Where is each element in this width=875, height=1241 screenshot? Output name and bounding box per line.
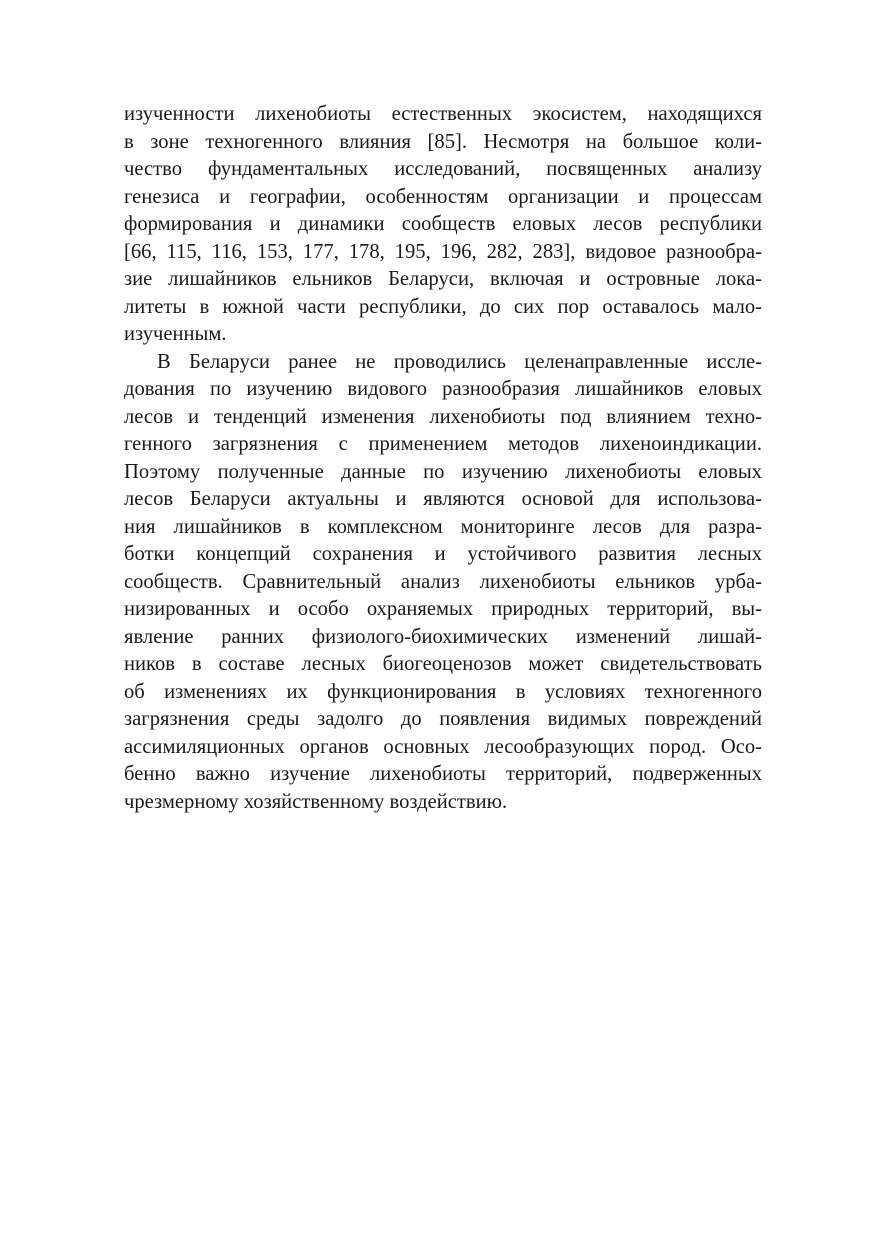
text-line: генезиса и географии, особенностям организации и процессам [124, 185, 762, 208]
text-line: чество фундаментальных исследований, посвященных анализу [124, 158, 762, 180]
text-line: ассимиляционных органов основных лесообразующих пород. Осо- [124, 735, 762, 758]
text-line: литеты в южной части республики, до сих пор оставалось мало- [124, 295, 762, 318]
text-line: В Беларуси ранее не проводились целенаправленные иссле- [157, 350, 762, 373]
text-line: лесов и тенденций изменения лихенобиоты под влиянием техно- [124, 405, 762, 428]
text-line: бенно важно изучение лихенобиоты территорий, подверженных [124, 763, 762, 785]
text-line: ния лишайников в комплексном мониторинге лесов для разра- [124, 515, 762, 538]
text-line: лесов Беларуси актуальны и являются основой для использова- [124, 488, 762, 510]
text-line: ботки концепций сохранения и устойчивого развития лесных [124, 543, 762, 565]
text-line: Поэтому полученные данные по изучению лихенобиоты еловых [124, 460, 762, 483]
text-line: формирования и динамики сообществ еловых лесов республики [124, 213, 762, 235]
text-line: низированных и особо охраняемых природных территорий, вы- [124, 598, 762, 620]
text-line: изученности лихенобиоты естественных экосистем, находящихся [124, 103, 762, 125]
text-line: явление ранних физиолого-биохимических изменений лишай- [124, 625, 762, 648]
text-line: в зоне техногенного влияния [85]. Несмотря на большое коли- [124, 130, 762, 153]
text-line: [66, 115, 116, 153, 177, 178, 195, 196, 282, 283], видовое разнообра- [124, 240, 762, 263]
text-line: сообществ. Сравнительный анализ лихенобиоты ельников урба- [124, 570, 762, 593]
text-line: загрязнения среды задолго до появления видимых повреждений [124, 708, 762, 730]
paragraph-2 [124, 349, 762, 817]
text-line: дования по изучению видового разнообразия лишайников еловых [124, 378, 762, 400]
text-line: генного загрязнения с применением методов лихеноиндикации. [124, 433, 762, 455]
text-line: изученным. [124, 323, 227, 345]
text-line: об изменениях их функционирования в условиях техногенного [124, 680, 762, 703]
text-line: ников в составе лесных биогеоценозов может свидетельствовать [124, 653, 762, 675]
document-page [124, 101, 762, 816]
text-line: зие лишайников ельников Беларуси, включая и островные лока- [124, 268, 762, 290]
paragraph-1 [124, 101, 762, 349]
text-line: чрезмерному хозяйственному воздействию. [124, 790, 508, 813]
